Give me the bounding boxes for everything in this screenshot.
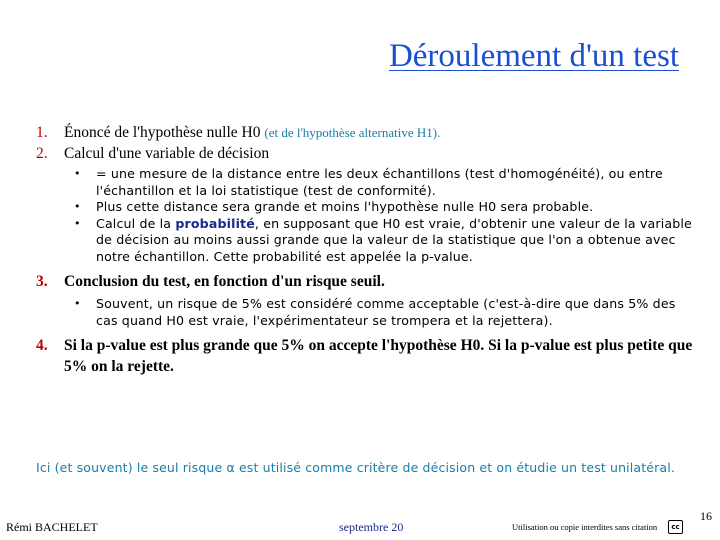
page-number: 16 — [700, 509, 712, 523]
item-number: 2. — [36, 145, 48, 162]
sub-list-item — [74, 166, 696, 199]
slide-content — [36, 122, 696, 377]
item-number: 1. — [36, 124, 48, 141]
cc-license-icon: cc — [668, 520, 683, 534]
date: septembre 20 — [339, 520, 404, 534]
footer-note: Ici (et souvent) le seul risque α est utilisé comme critère de décision et on étudie un test unilatéral. — [36, 460, 675, 475]
bullet-icon: • — [74, 216, 81, 230]
item-note: (et de l'hypothèse alternative H1). — [264, 125, 441, 140]
sub-item-text: Souvent, un risque de 5% est considéré comme acceptable (c'est-à-dire que dans 5% des cas quand H0 est vraie, l'expérimentateur se trompera et la rejettera). — [96, 296, 676, 328]
item-text: Calcul d'une variable de décision — [64, 145, 270, 162]
slide-title: Déroulement d'un test — [388, 38, 679, 74]
item-text: Énoncé de l'hypothèse nulle H0 — [64, 124, 261, 141]
sub-item-text-post: , en supposant que H0 est vraie, d'obtenir une valeur de la variable de décision au moins aussi grande que la valeur de la statistique que l'on a obtenue avec notre échantillon. Cette probabilité est appelée la p-value. — [96, 215, 692, 264]
bullet-icon: • — [74, 200, 81, 213]
license-text: Utilisation ou copie interdites sans citation — [512, 522, 658, 532]
item-number: 3. — [36, 273, 48, 290]
list-item-1 — [36, 122, 696, 143]
sub-item-text: Plus cette distance sera grande et moins l'hypothèse nulle H0 sera probable. — [96, 199, 594, 214]
list-item-3 — [36, 271, 696, 292]
list-item-2 — [36, 143, 696, 164]
sub-list-item — [74, 199, 696, 216]
sub-item-text-pre: Calcul de la — [96, 215, 176, 231]
bullet-icon: • — [74, 167, 81, 180]
item-number: 4. — [36, 337, 48, 354]
sub-list-item — [74, 215, 696, 266]
list-item-4 — [36, 335, 696, 377]
sub-list-item — [74, 296, 696, 329]
bullet-icon: • — [74, 297, 81, 310]
sub-list-2 — [36, 166, 696, 265]
author: Rémi BACHELET — [6, 520, 98, 534]
keyword-probabilite: probabilité — [175, 215, 255, 231]
item-text: Si la p-value est plus grande que 5% on accepte l'hypothèse H0. Si la p-value est plus petite que 5% on la rejette. — [64, 337, 693, 375]
sub-item-text: = une mesure de la distance entre les deux échantillons (test d'homogénéité), ou entre l'échantillon et la loi statistique (test de conformité). — [96, 166, 663, 198]
sub-list-3 — [36, 296, 696, 329]
item-text: Conclusion du test, en fonction d'un risque seuil. — [64, 273, 385, 290]
